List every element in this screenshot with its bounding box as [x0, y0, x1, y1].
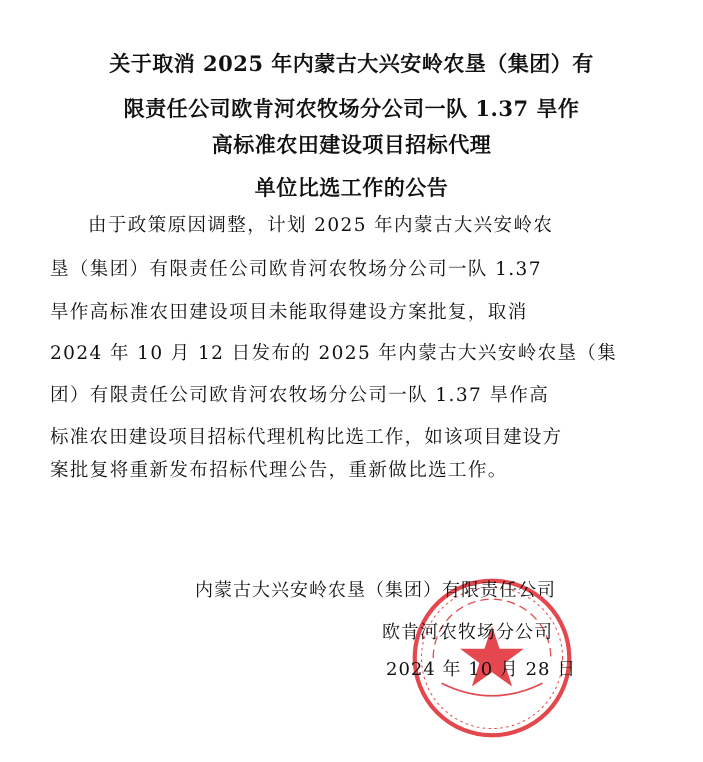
title-line-2: 限责任公司欧肯河农牧场分公司一队 1.37 旱作 [123, 96, 580, 121]
body-line-7: 案批复将重新发布招标代理公告，重新做比选工作。 [50, 460, 508, 481]
title-line-3: 高标准农田建设项目招标代理 [211, 132, 492, 157]
seal-bottom-arc [442, 683, 543, 696]
body-line-1: 由于政策原因调整，计划 2025 年内蒙古大兴安岭农 [88, 215, 554, 236]
body-line-5: 团）有限责任公司欧肯河农牧场分公司一队 1.37 旱作高 [50, 385, 550, 406]
body-line-3: 旱作高标准农田建设项目未能取得建设方案批复，取消 [50, 302, 528, 323]
title-line-4: 单位比选工作的公告 [254, 175, 449, 200]
title-line-1: 关于取消 2025 年内蒙古大兴安岭农垦（集团）有 [109, 51, 594, 76]
signature-organization: 内蒙古大兴安岭农垦（集团）有限责任公司 [195, 580, 556, 601]
signature-date: 2024 年 10 月 28 日 [386, 659, 577, 680]
body-line-2: 垦（集团）有限责任公司欧肯河农牧场分公司一队 1.37 [50, 259, 542, 280]
signature-branch: 欧肯河农牧场分公司 [382, 622, 553, 643]
body-line-4: 2024 年 10 月 12 日发布的 2025 年内蒙古大兴安岭农垦（集 [50, 343, 618, 364]
body-line-6: 标准农田建设项目招标代理机构比选工作，如该项目建设方 [50, 427, 563, 448]
